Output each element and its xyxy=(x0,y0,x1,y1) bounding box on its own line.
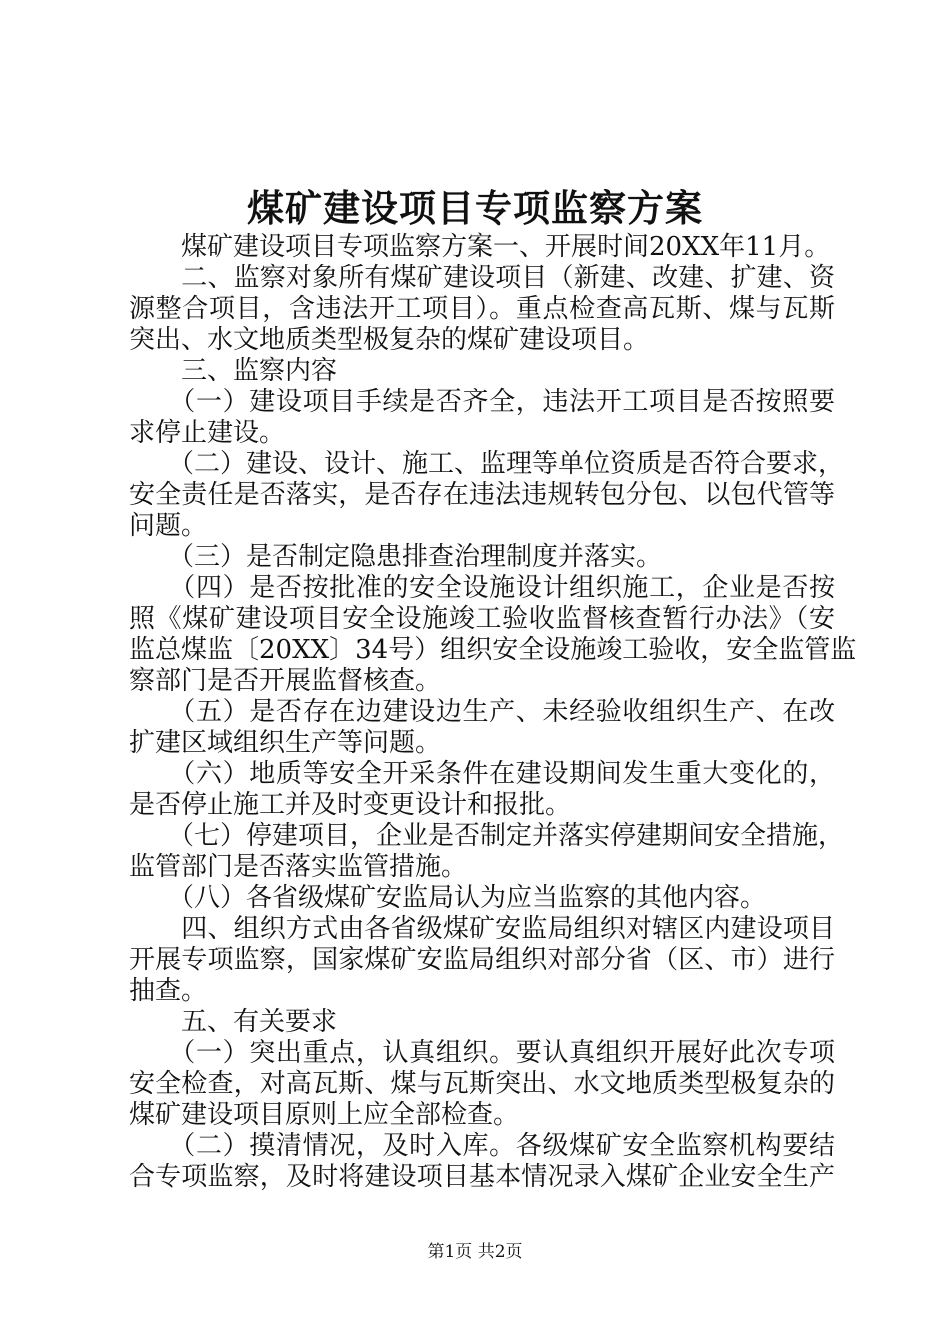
body-line: 三、监察内容 xyxy=(129,356,338,386)
body-line: 安全责任是否落实，是否存在违法违规转包分包、以包代管等 xyxy=(129,480,835,510)
body-line: 开展专项监察，国家煤矿安监局组织对部分省（区、市）进行 xyxy=(129,945,835,975)
body-line: （七）停建项目，企业是否制定并落实停建期间安全措施， xyxy=(129,821,845,851)
body-line: （八）各省级煤矿安监局认为应当监察的其他内容。 xyxy=(129,883,767,913)
body-line: 监管部门是否落实监管措施。 xyxy=(129,852,468,882)
body-line: 察部门是否开展监督核查。 xyxy=(129,666,442,696)
body-line: 源整合项目，含违法开工项目）。重点检查高瓦斯、煤与瓦斯 xyxy=(129,294,835,324)
body-line: 抽查。 xyxy=(129,976,208,1006)
body-line: 煤矿建设项目原则上应全部检查。 xyxy=(129,1100,520,1130)
body-line: 突出、水文地质类型极复杂的煤矿建设项目。 xyxy=(129,325,650,355)
body-line: （六）地质等安全开采条件在建设期间发生重大变化的， xyxy=(129,759,835,789)
body-line: （四）是否按批准的安全设施设计组织施工，企业是否按 xyxy=(129,573,835,603)
body-line: 监总煤监〔20XX〕34号）组织安全设施竣工验收，安全监管监 xyxy=(129,635,857,665)
body-line: 安全检查，对高瓦斯、煤与瓦斯突出、水文地质类型极复杂的 xyxy=(129,1069,835,1099)
body-line: 二、监察对象所有煤矿建设项目（新建、改建、扩建、资 xyxy=(129,263,835,293)
document-title: 煤矿建设项目专项监察方案 xyxy=(247,186,703,230)
body-line: （二）摸清情况，及时入库。各级煤矿安全监察机构要结 xyxy=(129,1131,835,1161)
body-line: 合专项监察，及时将建设项目基本情况录入煤矿企业安全生产 xyxy=(129,1162,835,1192)
body-line: 四、组织方式由各省级煤矿安监局组织对辖区内建设项目 xyxy=(129,914,835,944)
page-number-footer: 第1页 共2页 xyxy=(427,1242,523,1262)
body-line: （二）建设、设计、施工、监理等单位资质是否符合要求， xyxy=(129,449,845,479)
body-line: （一）建设项目手续是否齐全，违法开工项目是否按照要 xyxy=(129,387,835,417)
body-line: 扩建区域组织生产等问题。 xyxy=(129,728,442,758)
body-line: 是否停止施工并及时变更设计和报批。 xyxy=(129,790,572,820)
body-line: 问题。 xyxy=(129,511,208,541)
body-line: 求停止建设。 xyxy=(129,418,286,448)
body-line: 煤矿建设项目专项监察方案一、开展时间20XX年11月。 xyxy=(129,232,831,262)
body-line: （五）是否存在边建设边生产、未经验收组织生产、在改 xyxy=(129,697,835,727)
body-line: 五、有关要求 xyxy=(129,1007,338,1037)
body-line: （一）突出重点，认真组织。要认真组织开展好此次专项 xyxy=(129,1038,835,1068)
document-body xyxy=(129,232,857,1193)
body-line: 照《煤矿建设项目安全设施竣工验收监督核查暂行办法》（安 xyxy=(129,604,835,634)
body-line: （三）是否制定隐患排查治理制度并落实。 xyxy=(129,542,663,572)
